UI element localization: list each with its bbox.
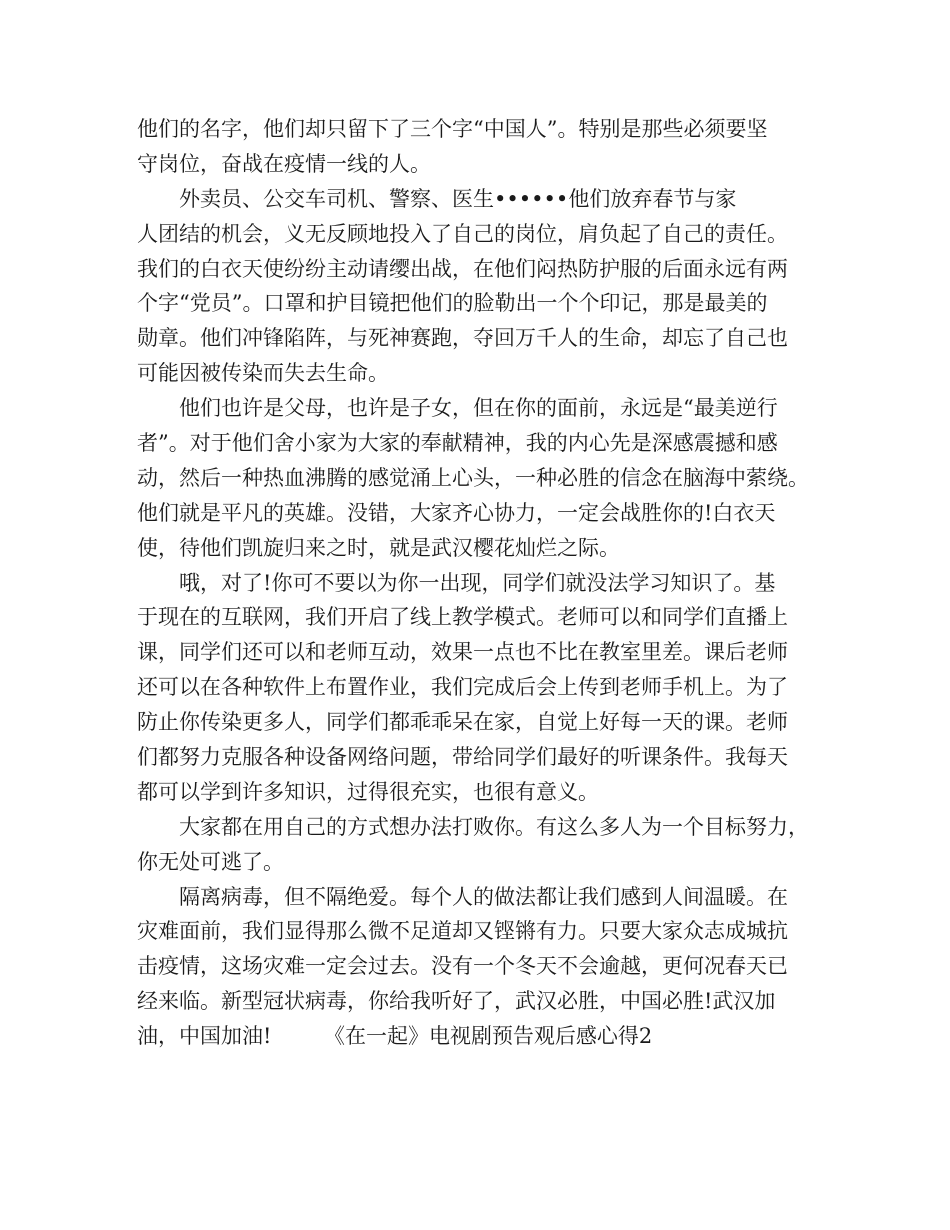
text-line: 课，同学们还可以和老师互动，效果一点也不比在教室里差。课后老师: [137, 640, 788, 665]
text-line: 者”。对于他们舍小家为大家的奉献精神，我的内心先是深感震撼和感: [137, 431, 778, 456]
text-line: 可能因被传染而失去生命。: [137, 361, 389, 386]
text-line: 还可以在各种软件上布置作业，我们完成后会上传到老师手机上。为了: [137, 675, 788, 700]
text-line: 们都努力克服各种设备网络问题，带给同学们最好的听课条件。我每天: [137, 745, 788, 770]
text-line: 他们的名字，他们却只留下了三个字“中国人”。特别是那些必须要坚: [137, 117, 768, 141]
text-line: 个字“党员”。口罩和护目镜把他们的脸勒出一个个印记，那是最美的: [137, 291, 768, 316]
text-line: 外卖员、公交车司机、警察、医生••••••他们放弃春节与家: [137, 186, 737, 211]
body-text: [137, 112, 817, 1054]
text-line: 于现在的互联网，我们开启了线上教学模式。老师可以和同学们直播上: [137, 605, 788, 630]
text-line: 灾难面前，我们显得那么微不足道却又铿锵有力。只要大家众志成城抗: [137, 919, 788, 944]
text-line: 勋章。他们冲锋陷阵，与死神赛跑，夺回万千人的生命，却忘了自己也: [137, 326, 788, 351]
text-line: 防止你传染更多人，同学们都乖乖呆在家，自觉上好每一天的课。老师: [137, 710, 788, 735]
text-line: 哦，对了!你可不要以为你一出现，同学们就没法学习知识了。基: [137, 570, 776, 595]
text-line: 他们也许是父母，也许是子女，但在你的面前，永远是“最美逆行: [137, 396, 778, 421]
text-line: 人团结的机会，义无反顾地投入了自己的岗位，肩负起了自己的责任。: [137, 221, 788, 246]
text-line: 隔离病毒，但不隔绝爱。每个人的做法都让我们感到人间温暖。在: [137, 884, 788, 909]
text-line: 经来临。新型冠状病毒，你给我听好了，武汉必胜，中国必胜!武汉加: [137, 989, 776, 1014]
text-line: 动，然后一种热血沸腾的感觉涌上心头，一种必胜的信念在脑海中萦绕。: [137, 465, 809, 490]
text-line: 大家都在用自己的方式想办法打败你。有这么多人为一个目标努力，: [137, 814, 809, 839]
text-line: 守岗位，奋战在疫情一线的人。: [137, 151, 431, 176]
text-line: 我们的白衣天使纷纷主动请缨出战，在他们闷热防护服的后面永远有两: [137, 256, 788, 281]
text-line: 你无处可逃了。: [137, 849, 284, 874]
text-line: 击疫情，这场灾难一定会过去。没有一个冬天不会逾越，更何况春天已: [137, 954, 788, 979]
text-line: 都可以学到许多知识，过得很充实，也很有意义。: [137, 779, 599, 804]
text-line: 他们就是平凡的英雄。没错，大家齐心协力，一定会战胜你的!白衣天: [137, 500, 776, 525]
text-line: 油，中国加油! 《在一起》电视剧预告观后感心得2: [137, 1024, 653, 1049]
text-line: 使，待他们凯旋归来之时，就是武汉樱花灿烂之际。: [137, 535, 620, 560]
